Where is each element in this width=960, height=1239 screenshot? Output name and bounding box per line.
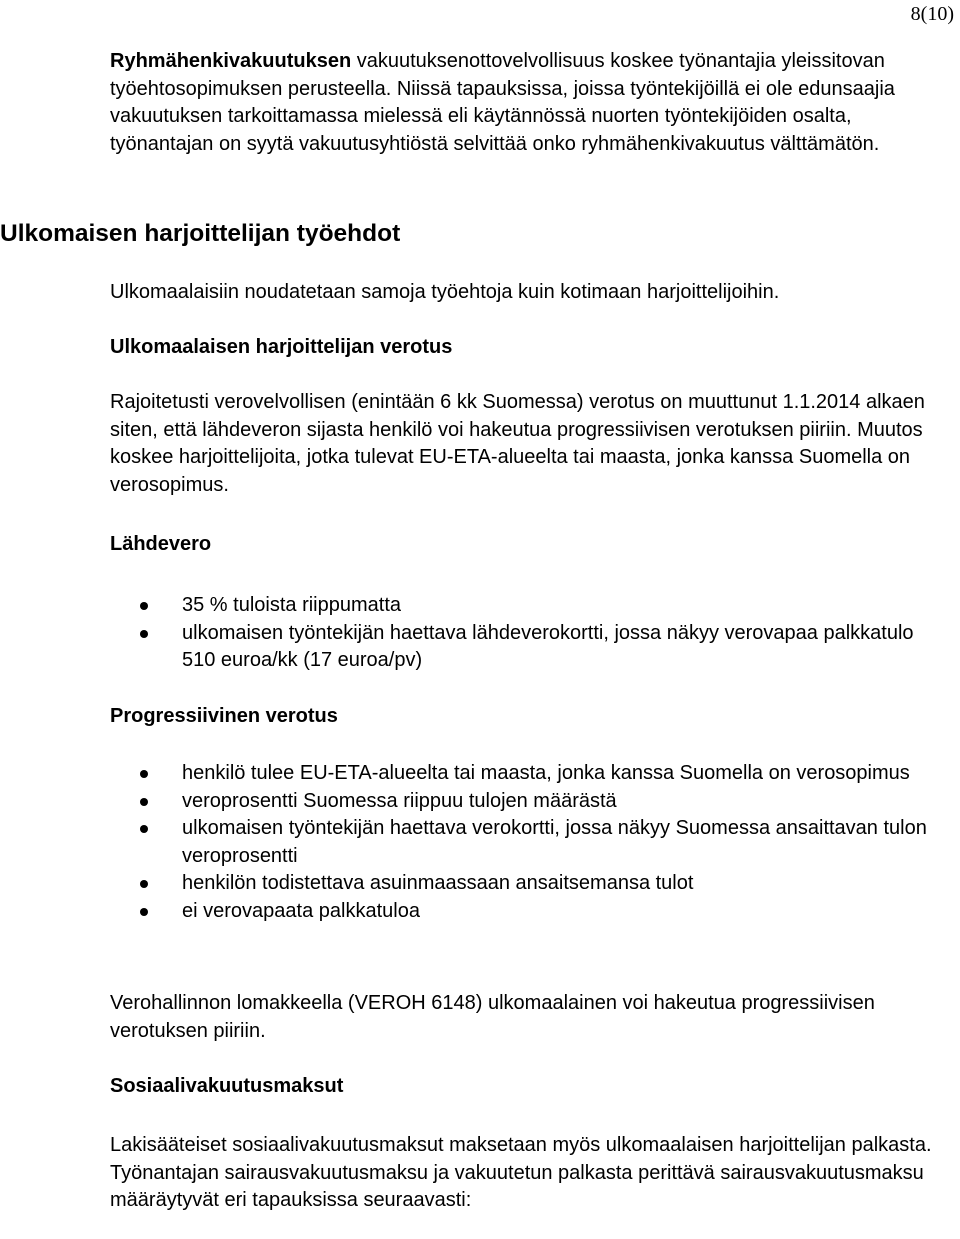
bullet-icon (140, 908, 148, 916)
list-item-text: ei verovapaata palkkatuloa (182, 899, 420, 922)
list-item (110, 898, 946, 926)
bullet-icon (140, 880, 148, 888)
withholding-heading: Lähdevero (110, 533, 212, 555)
list-item-text: ulkomaisen työntekijän haettava lähdeverokortti, jossa näkyy verovapaa palkkatulo 510 euroa/kk (17 euroa/pv) (182, 621, 914, 671)
bullet-icon (140, 630, 148, 638)
withholding-list (110, 592, 946, 675)
list-item-text: ulkomaisen työntekijän haettava verokortti, jossa näkyy Suomessa ansaittavan tulon veroprosentti (182, 817, 927, 867)
bullet-icon (140, 770, 148, 778)
list-item (110, 870, 946, 898)
list-item (110, 592, 946, 620)
list-item (110, 620, 946, 675)
progressive-heading: Progressiivinen verotus (110, 705, 338, 727)
progressive-list (110, 760, 946, 925)
intro-text: vakuutuksenottovelvollisuus koskee työnantajia yleissitovan työehtosopimuksen perusteella. Niissä tapauksissa, joissa työntekijöillä ei ole edunsaajia vakuutuksen tarkoittamassa mielessä eli käytännössä nuorten työntekijöiden osalta, työnantajan on syytä vakuutusyhtiöstä selvittää onko ryhmähenkivakuutus välttämätön. (110, 50, 895, 155)
list-item (110, 815, 946, 870)
taxation-heading: Ulkomaalaisen harjoittelijan verotus (110, 336, 453, 358)
list-item (110, 760, 946, 788)
list-item (110, 788, 946, 816)
bullet-icon (140, 825, 148, 833)
page-number: 8(10) (910, 3, 954, 25)
list-item-text: veroprosentti Suomessa riippuu tulojen määrästä (182, 789, 617, 812)
conditions-paragraph: Ulkomaalaisiin noudatetaan samoja työehtoja kuin kotimaan harjoittelijoihin. (110, 281, 780, 303)
main-heading: Ulkomaisen harjoittelijan työehdot (0, 220, 401, 247)
taxation-paragraph: Rajoitetusti verovelvollisen (enintään 6 kk Suomessa) verotus on muuttunut 1.1.2014 alkaen siten, että lähdeveron sijasta henkilö voi hakeutua progressiivisen verotuksen piiriin. Muutos koskee harjoittelijoita, jotka tulevat EU-ETA-alueelta tai maasta, jonka kanssa Suomella on verosopimus. (110, 391, 925, 496)
bullet-icon (140, 602, 148, 610)
list-item-text: henkilön todistettava asuinmaassaan ansaitsemansa tulot (182, 872, 694, 894)
list-item-text: henkilö tulee EU-ETA-alueelta tai maasta, jonka kanssa Suomella on verosopimus (182, 762, 910, 784)
intro-lead-bold: Ryhmähenkivakuutuksen (110, 50, 352, 72)
social-security-paragraph: Lakisääteiset sosiaalivakuutusmaksut maksetaan myös ulkomaalaisen harjoittelijan palkasta. Työnantajan sairausvakuutusmaksu ja vakuutetun palkasta perittävä sairausvakuutusmaksu määräytyvät eri tapauksissa seuraavasti: (110, 1134, 932, 1211)
list-item-text: 35 % tuloista riippumatta (182, 594, 402, 616)
social-security-heading: Sosiaalivakuutusmaksut (110, 1075, 344, 1097)
intro-paragraph (110, 48, 946, 158)
bullet-icon (140, 798, 148, 806)
form-paragraph: Verohallinnon lomakkeella (VEROH 6148) ulkomaalainen voi hakeutua progressiivisen verotuksen piiriin. (110, 992, 875, 1042)
